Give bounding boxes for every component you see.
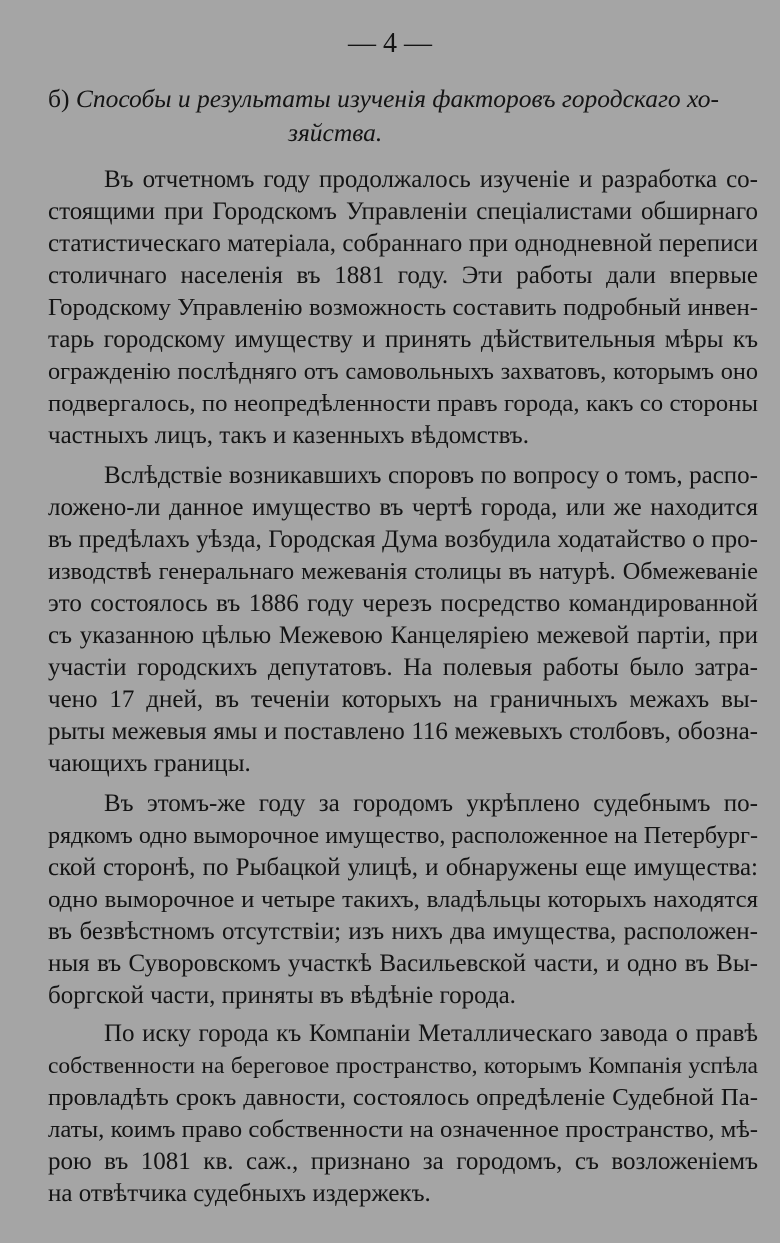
paragraph-line: собственности на береговое пространство, которымъ Компанія успѣла [48, 1053, 758, 1079]
paragraph-line: латы, коимъ право собственности на означенное пространство, мѣ- [48, 1116, 758, 1143]
paragraph-line: чено 17 дней, въ теченіи которыхъ на граничныхъ межахъ вы- [48, 686, 758, 713]
paragraph-3 [48, 788, 758, 1012]
paragraph-line: провладѣть срокъ давности, состоялось опредѣленіе Судебной Па- [48, 1084, 758, 1111]
paragraph-line: рядкомъ одно выморочное имущество, расположенное на Петербург- [48, 823, 758, 849]
paragraph-line: одно выморочное и четыре такихъ, владѣльцы которыхъ находятся [48, 886, 758, 913]
paragraph-line: ныя въ Суворовскомъ участкѣ Васильевской части, и одно въ Вы- [48, 950, 758, 977]
paragraph-line: съ указанною цѣлью Межевою Канцеляріею межевой партіи, при [48, 622, 758, 649]
paragraph-line: огражденію послѣдняго отъ самовольныхъ захватовъ, которымъ оно [48, 358, 758, 385]
page-number: — 4 — [348, 28, 432, 59]
paragraph-line: рыты межевыя ямы и поставлено 116 межевыхъ столбовъ, обозна- [48, 718, 758, 745]
paragraph-line: изводствѣ генеральнаго межеванія столицы въ натурѣ. Обмежеваніе [48, 558, 758, 585]
paragraph-line: въ безвѣстномъ отсутствіи; изъ нихъ два имущества, расположен- [48, 918, 758, 945]
paragraph-line: подвергалось, по неопредѣленности правъ города, какъ со стороны [48, 390, 758, 417]
paragraph-line: чающихъ границы. [48, 750, 251, 777]
paragraph-line: статистическаго матеріала, собраннаго при однодневной переписи [48, 230, 758, 257]
paragraph-4 [48, 1018, 758, 1210]
section-title-line-1: Способы и результаты изученія факторовъ городскаго хо- [75, 84, 719, 113]
paragraph-line: Городскому Управленію возможность составить подробный инвен- [48, 294, 758, 321]
paragraph-line: боргской части, приняты въ вѣдѣніе города. [48, 982, 516, 1009]
paragraph-line: столичнаго населенія въ 1881 году. Эти работы дали впервые [48, 262, 758, 289]
paragraph-line: ложено-ли данное имущество въ чертѣ города, или же находится [48, 494, 758, 521]
paragraph-line: Въ отчетномъ году продолжалось изученіе и разработка со- [104, 166, 758, 193]
paragraph-line: ской сторонѣ, по Рыбацкой улицѣ, и обнаружены еще имущества: [48, 854, 758, 881]
paragraph-line: участіи городскихъ депутатовъ. На полевыя работы было затра- [48, 654, 758, 681]
paragraph-line: Вслѣдствіе возникавшихъ споровъ по вопросу о томъ, распо- [104, 462, 758, 489]
paragraph-line: По иску города къ Компаніи Металлическаго завода о правѣ [104, 1020, 758, 1047]
paragraph-line: это состоялось въ 1886 году черезъ посредство командированной [48, 590, 758, 617]
paragraph-line: тарь городскому имуществу и принять дѣйствительныя мѣры къ [48, 326, 758, 353]
section-heading [48, 82, 758, 150]
paragraph-line: на отвѣтчика судебныхъ издержекъ. [48, 1180, 431, 1207]
paragraph-line: рою въ 1081 кв. саж., признано за городомъ, съ возложеніемъ [48, 1148, 758, 1175]
paragraph-2 [48, 460, 758, 780]
paragraph-1 [48, 164, 758, 452]
paragraph-line: частныхъ лицъ, такъ и казенныхъ вѣдомствъ. [48, 422, 529, 449]
section-marker: б) [48, 84, 70, 113]
paragraph-line: въ предѣлахъ уѣзда, Городская Дума возбудила ходатайство о про- [48, 526, 758, 553]
section-title-line-2: зяйства. [288, 118, 383, 147]
paragraph-line: Въ этомъ-же году за городомъ укрѣплено судебнымъ по- [104, 790, 758, 817]
paragraph-line: стоящими при Городскомъ Управленіи спеціалистами обширнаго [48, 198, 758, 225]
